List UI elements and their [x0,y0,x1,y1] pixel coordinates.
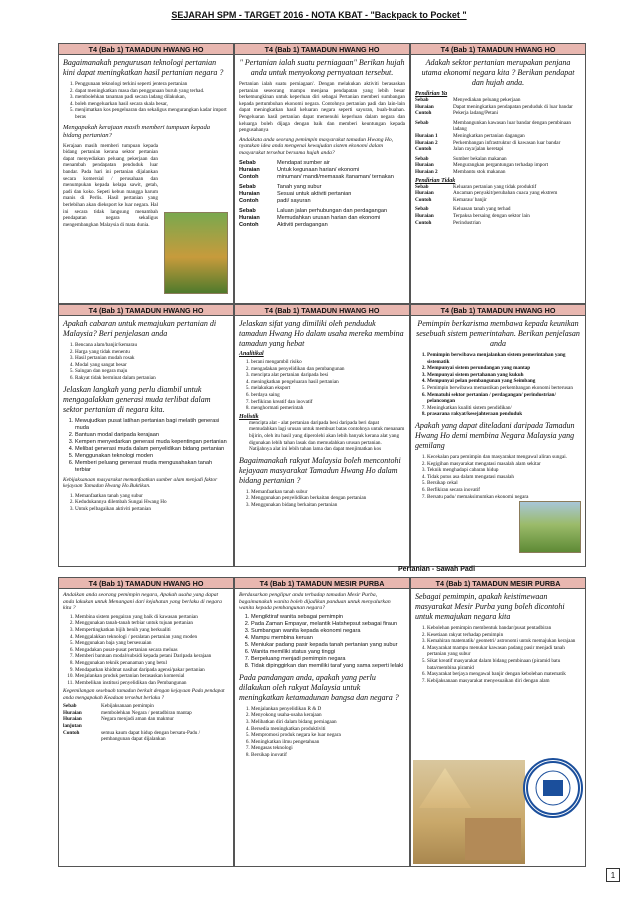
question: Kebijaksanaan masyarakat memanfaatkan sumber alam menjadi faktor kejayaan Tamadun Hwang Ho.Buktikan. [63,476,218,490]
row-value: padi/ sayuran [277,197,311,204]
rice-field-photo [519,501,581,553]
row-value: Aktiviti perdagangan [277,221,328,228]
row-key: Huraian lanjutan [63,716,82,729]
row-value: Memudahkan urusan harian dan ekonomi [277,214,381,221]
list-item: 2. Harga yang tidak menentu [75,349,229,356]
cell-r3-c1 [58,577,234,867]
list-item: 5. Pemimpin berwibawa memastikan perkembangan ekonomi berterusan [427,385,581,392]
list-item: 5. Bersikap cekal [427,480,581,487]
answer-list [415,625,581,684]
list-item: 6. Mematuhi sektor pertanian / perdagangan/ perindustrian/ pelancongan [427,392,581,405]
list-item: 7. Kebijaksanaan masyarakat menyesuaikan diri dengan alam [427,678,581,685]
section-header: T4 (Bab 1) TAMADUN HWANG HO [59,578,233,589]
question: Apakah cabaran untuk memajukan pertanian di Malaysia? Beri penjelasan anda [63,319,217,338]
answer-list [63,81,229,121]
list-item: 4. Mampu membina keruan [251,635,405,642]
list-item: 8. prasarana rakyat/kesejahteraan penduduk [427,411,581,418]
list-item: 6. Berfikiran secara inovatif [427,487,581,494]
list-item: 1. Kecekalan para pemimpin dan masyarakat mengawal aliran sungai. [427,454,581,461]
row-key: Contoh [239,197,259,204]
list-item: 2. dapat meningkatkan masa dan penggunaan buruh yang terhad. [75,88,229,95]
list-item: 1. Memanfaatkan tanah subur [251,489,405,496]
answer-list [415,454,581,500]
list-item: 5. menjimatkan kos pengeluaran dan sekaligus mengurangkan kadar import beras [75,107,229,120]
list-item: 2. Pada Zaman Empayar, melantik Hatshepsut sebagai firaun [251,621,405,628]
section-header: T4 (Bab 1) TAMADUN MESIR PURBA [235,578,409,589]
row-value: Sesuai untuk aktiviti pertanian [277,190,352,197]
row-value: Kebijaksanaan pemimpin [101,703,154,710]
list-item: 2. Bantuan modal daripada kerajaan [75,432,229,439]
row-value: semua kaum dapat hidup dengan bersatu-Padu / pembangunan dapat dijalankan [101,729,201,743]
hsr-logo-icon [525,760,581,816]
list-item: 7. Memberi bantuan modal/subsidi kepada petani Daripada kerajaan [75,653,229,660]
answer-list [63,342,229,382]
subheading: Pendirian Ya [415,91,448,97]
row-value: Dapat meningkatkan pendapatan penduduk di luar bandar [453,103,573,110]
answer-paragraph: mencipta alat - alat pertanian daripada besi daripada beri dapat memudahkan lagi urusan untuk membuat batas contohnya untuk menanam bijirin, oleh itu hasil yang diperolehi akan lebih banyak kerana alat yang digunakan lebih tahan lasak dan memudahkan urusan pertanian. Natijahnya alat ini lebih tahan lama dan dapat menjimatkan kos [249,419,405,453]
row-key: Sebab [63,703,77,710]
row-value: Perindustrian [453,219,481,226]
list-item: 6. Rakyat tidak berminat dalam pertanian [75,375,229,382]
list-item: 5. Saingan dan negara maju [75,368,229,375]
question: Adakah sektor pertanian merupakan penjana utama ekonomi negara kita ? Berikan pendapat dan hujah anda. [421,58,575,87]
list-item: 3. Mempertingkatkan bijih benih yang berkualiti [75,627,229,634]
question: Jelaskan sifat yang dimiliki oleh penduduk tamadun Hwang Ho dalam usaha mereka membina tamadun yang hebat [239,319,404,348]
cell-r1-c3 [410,43,586,304]
row-key: Sebab [239,207,256,214]
row-key: Sebab [415,206,429,213]
row-key: Contoh [415,110,432,117]
hieroglyph-image [465,818,521,860]
list-item: 11. Membelikan institusi penyelidikan dan Pembangunan [75,680,229,687]
row-value: Keluaran pertanian yang tidak produktif [453,183,537,190]
answer-list [239,489,405,509]
section-header: T4 (Bab 1) TAMADUN HWANG HO [411,44,585,55]
row-value: Laluan jalan perhubungan dan perdagangan [277,207,388,214]
row-key: Contoh [415,196,432,203]
list-item: 2. Kegigihan masyarakat mengatasi masalah alam sekitar [427,461,581,468]
cell-r1-c1 [58,43,234,304]
cell-r3-c3 [410,577,586,867]
section-header: T4 (Bab 1) TAMADUN HWANG HO [59,305,233,316]
row-key: Contoh [239,173,259,180]
list-item: 7. Meningkatkan kualiti sistem pendidikan/ [427,405,581,412]
row-value: Kemarau/ banjir [453,196,487,203]
list-item: 2. Mempunyai sistem perundangan yang mantap [427,365,581,372]
row-key: Huraian [415,103,434,110]
question: Andaikata anda seorang pemimpin masyarakat tamadun Hwang Ho, nyatakan idea anda mengenai kewujudan sistem ekonomi dalam masyarakat tersebut bersama hujah anda? [239,136,394,156]
list-item: 6. berdaya saing [251,392,405,399]
row-key: Sebab [415,119,429,126]
list-item: 10. Menjalankan produk pertanian berasaskan komersial [75,673,229,680]
list-item: 3. mencipta alat pertanian daripada besi [251,372,405,379]
question: Kegemilangan sesebuah tamadun berkait dengan kejayaan Pada pendapat anda mengapakah Keadaan tersebut berlaku ? [63,688,225,701]
answer-list [415,352,581,418]
list-item: 1. Kebolehan pemimpin membentuk bandar/pusat pentadbiran [427,625,581,632]
row-value: Membangunkan kawasan luar bandar dengan pembinaan ladang [453,119,571,133]
question: " Pertanian ialah suatu perniagaan" Berikan hujah anda untuk menyokong pernyataan tersebut. [239,58,405,77]
row-key: Huraian [415,162,434,169]
row-value: Sumber bekalan makanan [453,155,507,162]
row-key: Huraian [239,190,260,197]
list-item: 8. Tidak dipinggirkan dan memiliki taraf yang sama seperti lelaki [251,663,405,670]
answer-table [415,184,581,227]
answer-list [63,493,229,513]
question: Andaikan anda seorang pemimpin negara, Apakah usaha yang dapat anda lakukan untuk Menangani dari kejahatan yang berlaku di negara kita ? [63,592,222,612]
list-item: 8. Menggunakan teknik penanaman yang betul [75,660,229,667]
row-key: Contoh [239,221,259,228]
list-item: 5. Sikat kreatif masyarakat dalam bidang pembinaan (piramid batu bata/membina piramid [427,658,581,671]
cell-r2-c1 [58,304,234,567]
answer-table [415,97,581,176]
row-value: Ancaman penyakit/perubahan cuaca yang ekstrem [453,190,558,197]
row-value: Pekerja ladang/Petani [453,110,499,117]
list-item: 3. Melibatkan diri dalam bidang perniagaan [251,719,405,726]
list-item: 2. Menyokong usaha-usaha kerajaan [251,712,405,719]
row-key: Sebab [415,183,429,190]
list-item: 2. mengadakan penyelidikan dan pembangunan [251,366,405,373]
row-key: Sebab [239,159,256,166]
list-item: 6. Meningkatkan ilmu pengetahuan [251,739,405,746]
list-item: 1. Mewujudkan pusat latihan pertanian bagi melatih generasi muda [75,418,229,432]
row-value: Negara menjadi aman dan makmur [101,716,174,723]
list-item: 2. Kesetiaan rakyat terhadap pemimpin [427,632,581,639]
list-item: 5. Meniukar padang pasir kepada tanah pertanian yang subur [251,642,405,649]
list-item: 9. Mendapatkan khidmat nasihat daripada agensi/pakar pertanian [75,667,229,674]
row-key: Huraian 2 [415,168,438,175]
list-item: 2. Kedudukannya dilembah Sungai Hwang Ho [75,499,229,506]
list-item: 5. Mempromosi produk negara ke luar negara [251,732,405,739]
row-key: Contoh [415,219,432,226]
section-header: T4 (Bab 1) TAMADUN HWANG HO [59,44,233,55]
row-key: Huraian [415,212,434,219]
question: Apakah yang dapat diteladani daripada Tamadun Hwang Ho demi membina Negara Malaysia yang gemilang [415,420,575,450]
list-item: 3. Mempunyai sistem pertahanan yang kukuh [427,372,581,379]
row-key: Huraian 1 [415,132,438,139]
list-item: 3. Kempen menyedarkan generasi muda kepentingan pertanian [75,439,229,446]
answer-list [239,614,405,670]
row-value: Mendapat sumber air [277,159,330,166]
subheading: Analitikal [239,351,264,357]
row-key: Huraian 2 [415,139,438,146]
list-item: 3. Sumbangan wanita kepada ekonomi negara [251,628,405,635]
hsr-logo-badge [523,758,583,818]
list-item: 5. Menggunakan teknologi moden [75,453,229,460]
row-value: Meningkatkan pertanian dagangan [453,132,525,139]
row-value: Terpaksa bersaing dengan sektor lain [453,212,530,219]
list-item: 4. Melibat generasi muda dalam penyelidikan bidang pertanian [75,446,229,453]
row-value: Tanah yang subur [277,183,322,190]
list-item: 3. Untuk pelbagaikan aktiviti pertanian [75,506,229,513]
row-key: Huraian [63,709,82,716]
list-item: 1. Penggunaan teknologi terkini seperti jentera pertanian [75,81,229,88]
cell-r1-c2 [234,43,410,304]
mango-photo [164,212,228,294]
row-value: membolehkan Negara / pentadbiran mantap [101,709,192,716]
list-item: 6. Memberi peluang generasi muda mengusahakan tanah terbiar [75,460,229,474]
row-value: Untuk kegunaan harian/ ekonomi [277,166,360,173]
section-header: T4 (Bab 1) TAMADUN HWANG HO [235,44,409,55]
question: Bagaimanakah pengurusan teknologi pertanian kini dapat meningkatkan hasil pertanian negara ? [63,58,224,77]
row-value: minuman/ mandi/memasak /tanaman/ ternakan [277,173,394,180]
question: Berdasarkan penglipur anda terhadap tamadun Mesir Purba, bagaimanakah wanita boleh dijadikan panduan untuk menyalurkan wanita kepada pembangunan negara? [239,592,391,612]
list-item: 3. Kemahiran matematik/ geometri/ astronomi untuk memajukan kerajaan [427,638,581,645]
row-value: Mengurangkan pergantungan terhadap import [453,162,549,169]
row-value: Keluasan tanah yang terhad [453,206,511,213]
list-item: 8. menghormati pemerintah [251,405,405,412]
list-item: 1. Pemimpin berwibawa menjalankan sistem pemerintahan yang sistematik [427,352,581,365]
list-item: 6. Masyarakat berjaya mengawal banjir dengan kebolehan matematik [427,671,581,678]
row-value: Menyediakan peluang pekerjaan [453,97,521,103]
list-item: 8. Bersikap inovatif [251,752,405,759]
cell-r3-c2 [234,577,410,867]
list-item: 2. Menggunakan tanah-tanah terbiar untuk tujuan pertanian [75,620,229,627]
list-item: 7. berfikiran kreatif dan inovatif [251,399,405,406]
list-item: 4. meningkatkan pengeluaran hasil pertanian [251,379,405,386]
list-item: 3. Teknik menghadapi cabaran hidup [427,467,581,474]
list-item: 1. Menjalankan penyelidikan R & D [251,706,405,713]
question: Jelaskan langkah yang perlu diambil untuk mengagalakkan generasi muda terlibat dalam sektor pertanian di negara kita. [63,384,211,414]
row-key: Huraian [239,214,260,221]
answer-table [239,160,405,229]
row-key: Contoh [415,146,432,153]
photo-caption: Pertanian - Sawah Padi [398,566,476,573]
list-item: 7. Berpeluang menjadi pemimpin negara [251,656,405,663]
list-item: 7. Bersatu padu/ memaksimumkan ekonomi negara [427,494,581,501]
row-key: Sebab [415,97,429,103]
row-key: Huraian [415,190,434,197]
page-number: 1 [606,868,620,882]
document-title: SEJARAH SPM - TARGET 2016 - NOTA KBAT - "Backpack to Pocket " [171,10,467,20]
answer-table [63,703,229,743]
cell-r2-c2 [234,304,410,567]
row-value: Jalan raya/jalan keretapi [453,146,504,153]
subheading: Holistik [239,413,259,420]
row-key: Contoh [63,729,80,736]
list-item: 4. Menggalakkan teknologi / peralatan pertanian yang moden [75,634,229,641]
list-item: 6. Wanita memiliki status yang tinggi [251,649,405,656]
section-header: T4 (Bab 1) TAMADUN HWANG HO [235,305,409,316]
list-item: 4. Masyarakat mampu menukar kawasan padang pasir menjadi tanah pertanian yang subur [427,645,581,658]
section-header: T4 (Bab 1) TAMADUN HWANG HO [411,305,585,316]
list-item: 1. Membina sistem pengairan yang baik di kawasan pertanian [75,614,229,621]
list-item: 6. Mengadakan pusat-pusat pertanian secara meluas [75,647,229,654]
list-item: 1. Bencana alam/banjir/kemarau [75,342,229,349]
question: Bagaimanakah rakyat Malaysia boleh mencontohi kejayaan masyarakat Tamadun Hwang Ho dalam bidang pertanian ? [239,455,401,485]
question: Pada pandangan anda, apakah yang perlu dilakukan oleh rakyat Malaysia untuk meningkatkan ketamadunan bangsa dan negara ? [239,672,399,702]
answer-list [239,706,405,759]
subheading: Pendirian Tidak [415,177,456,184]
list-item: 1. berani mengambil risiko [251,359,405,366]
list-item: 7. Mengasas teknologi [251,745,405,752]
cell-r2-c3 [410,304,586,567]
list-item: 4. Mempunyai pelan pembangunan yang Seimbang [427,378,581,385]
list-item: 1. Mengiktiraf wanita sebagai pemimpin [251,614,405,621]
row-key: Sebab [415,155,429,162]
answer-paragraph: Pertanian ialah suatu perniagaan'. Dengan melakukan aktiviti berasaskan pertanian seseorang mampu menjana pendapatan yang lebih besar berkemungkinan untuk keperluan diri sebagai Pertanian memberi sumbangan kepada pertumbuhan ekonomi negara. Contohnya pertanian padi dan lain-lain dapat meningkatkan hasil keluaran negara seperti sayuran, buah-buahan. Pengeluaran hasil pertanian dapat memenuhi keperluan dalam negara dan keluarga boleh dijaga dengan baik dan memberi keuntungan kepada pengusahanya [239,81,405,134]
list-item: 2. Menggunakan penyelidikan berkaitan dengan pertanian [251,495,405,502]
section-header: T4 (Bab 1) TAMADUN MESIR PURBA [411,578,585,589]
row-key: Sebab [239,183,256,190]
list-item: 4. Bersedia meningkatkan produktiviti [251,726,405,733]
list-item: 1. Memanfaatkan tanah yang subur [75,493,229,500]
list-item: 4. boleh mengeluarkan hasil secara skala besar, [75,101,229,108]
question: Sebagai pemimpin, apakah keistimewaan masyarakat Mesir Purba yang boleh dicontohi untuk memajukan negara kita [415,592,565,621]
list-item: 5. melakukan eksport [251,385,405,392]
row-value: Membantu stok makanan [453,168,506,175]
list-item: 4. Modal yang sangat besar [75,362,229,369]
list-item: 3. membolehkan tanaman padi secara ladang dilakukan, [75,94,229,101]
row-key: Huraian [239,166,260,173]
row-value: Perkembangan infrastruktur di kawasan luar bandar [453,139,561,146]
list-item: 4. Tidak putus asa dalam mengatasi masalah [427,474,581,481]
question: Mengapakah kerajaan masih memberi tumpuan kepada bidang pertanian? [63,123,211,139]
list-item: 3. Hasil pertanian mudah rosak [75,355,229,362]
list-item: 3. Menggunakan bidang berkaitan pertanian [251,502,405,509]
answer-list [63,614,229,687]
answer-paragraph: Kerajaan masih memberi tumpuan kepada bidang pertanian kerana sektor pertanian dapat menyediakan peluang pekerjaan dan menambah pendapatan penduduk luar bandar. Pada hari ini pertanian dijalankan secara komersial / perusahaan dan menumpukan kepada kelapa sawit, getah, padi dan koko. Sepeti kebun mangga harum manis di Perlis. Hasil pertanian yang berlebihan akan dieksport ke luar negara. Hal ini secara tidak langsung menambah pendapatan negara sekaligus mengembangkan Malaysia di mata dunia. [63,142,158,228]
answer-list [239,359,405,412]
list-item: 5. Menggunakan baja yang bersesuaian [75,640,229,647]
answer-list [63,418,229,474]
question: Pemimpin berkarisma membawa kepada keunikan sesebuah sistem pemerintahan. Berikan penjelasan anda [416,319,580,348]
